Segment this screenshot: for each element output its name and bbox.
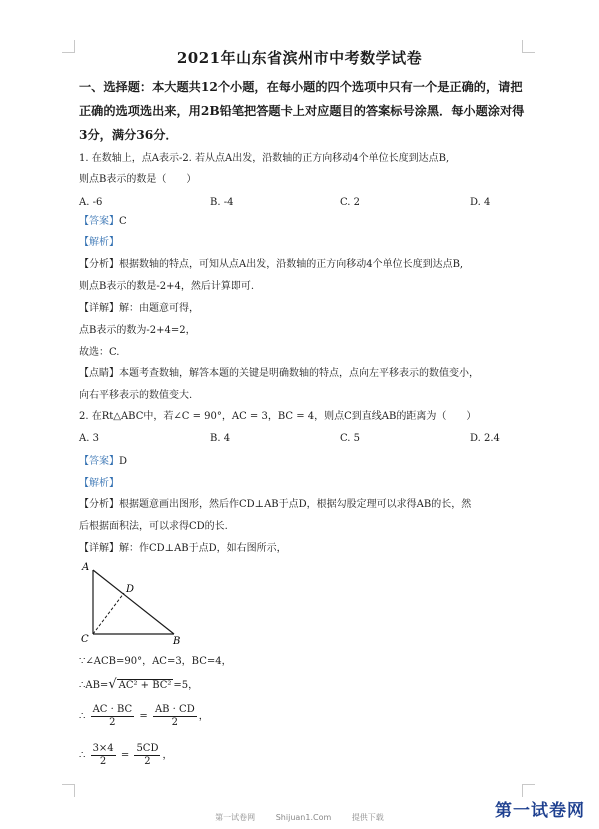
q2-answer-line	[79, 455, 127, 469]
q2-xiangjie-tag: 【详解】	[79, 543, 119, 554]
q2-fenxi-line2: 后根据面积法，可以求得CD的长.	[79, 521, 228, 532]
footer-mid: Shijuan1.Com	[275, 813, 332, 822]
q2-step3-fraction-right	[153, 704, 197, 729]
q2-fenxi-line1	[79, 498, 471, 512]
q1-answer-tag: 【答案】	[79, 216, 119, 227]
q2-step3-den-left: 2	[109, 717, 116, 728]
q1-analysis-line	[79, 236, 119, 250]
q2-step4-eq: =	[120, 750, 130, 761]
q1-stem-line1: 1. 在数轴上，点A表示-2. 若从点A出发，沿数轴的正方向移动4个单位长度到达点B,	[79, 153, 450, 164]
q2-analysis-tag: 【解析】	[79, 478, 119, 489]
q2-step4-prefix: ∴	[79, 750, 86, 761]
q1-xiangjie-line1	[79, 302, 199, 316]
q2-step3-tail: ，	[198, 711, 209, 722]
q2-option-a: A. 3	[79, 433, 99, 444]
q2-stem-line1: 2. 在Rt△ABC中，若∠C = 90°，AC = 3，BC = 4，则点C到直线AB的距离为（ ）	[79, 411, 477, 422]
footer-left: 第一试卷网	[215, 813, 256, 822]
page-title: 2021年山东省滨州市中考数学试卷	[176, 49, 423, 67]
q2-step4-tail: ，	[162, 750, 173, 761]
q1-answer-line	[79, 215, 127, 229]
q2-step3-num-left: AC · BC	[92, 704, 133, 715]
footer-right: 提供下载	[351, 813, 384, 822]
q1-option-a: A. -6	[79, 197, 103, 208]
q1-xiangjie-line2: 点B表示的数为-2+4=2，	[79, 325, 196, 336]
q1-xiangjie-tag: 【详解】	[79, 303, 119, 314]
q1-dianjing-text1: 本题考查数轴，解答本题的关键是明确数轴的特点，点向左平移表示的数值变小，	[119, 368, 479, 379]
q2-step3-prefix: ∴	[79, 711, 86, 722]
vertex-label-c: C	[81, 634, 89, 645]
q1-fenxi-line2: 则点B表示的数是-2+4，然后计算即可.	[79, 281, 255, 292]
q1-xiangjie-text1: 解：由题意可得，	[119, 303, 199, 314]
q1-stem-line2: 则点B表示的数是（ ）	[79, 174, 197, 185]
q2-step3	[79, 704, 209, 729]
crop-mark-bottom-left	[62, 784, 75, 797]
q2-step2-pre: ∴AB=	[79, 680, 109, 691]
q2-step3-den-right: 2	[171, 717, 179, 728]
q1-dianjing-line2: 向右平移表示的数值变大.	[79, 390, 193, 401]
q2-step4-den-left: 2	[99, 756, 107, 767]
vertex-label-a: A	[82, 562, 90, 573]
q2-step4-fraction-left	[91, 743, 116, 768]
q2-option-c: C. 5	[340, 433, 361, 444]
vertex-label-b: B	[173, 636, 181, 646]
triangle-figure	[76, 560, 196, 646]
q2-option-d: D. 2.4	[470, 433, 500, 444]
q2-xiangjie-line1	[79, 542, 287, 556]
q2-step3-fraction-left	[91, 704, 135, 729]
q1-xiangjie-line3: 故选：C.	[79, 347, 120, 358]
q2-step3-eq: =	[139, 711, 148, 722]
q1-answer-value: C	[119, 216, 127, 227]
q1-fenxi-tag: 【分析】	[79, 259, 119, 270]
q2-step4-num-left: 3×4	[92, 743, 114, 754]
q2-step4-den-right: 2	[144, 756, 151, 767]
q2-step2-post: =5，	[173, 680, 199, 691]
q2-step2: ∴AB=√ AC² + BC² =5，	[79, 677, 199, 692]
q1-option-b: B. -4	[210, 197, 234, 208]
brand-watermark: 第一试卷网	[495, 801, 585, 821]
point-label-d: D	[126, 584, 135, 595]
q2-step4-num-right: 5CD	[136, 743, 159, 754]
altitude-cd	[93, 593, 124, 634]
q2-fenxi-text1: 根据题意画出图形，然后作CD⊥AB于点D，根据勾股定理可以求得AB的长，然	[119, 499, 472, 510]
q2-option-b: B. 4	[210, 433, 231, 444]
q2-step2-radicand: AC² + BC²	[118, 680, 172, 691]
q2-answer-tag: 【答案】	[79, 456, 119, 467]
q2-step3-num-right: AB · CD	[154, 704, 195, 715]
q1-option-c: C. 2	[340, 197, 361, 208]
q1-fenxi-text1: 根据数轴的特点，可知从点A出发，沿数轴的正方向移动4个单位长度到达点B,	[119, 259, 464, 270]
q2-answer-value: D	[119, 456, 128, 467]
q1-dianjing-line1	[79, 367, 479, 381]
q2-step4-fraction-right	[134, 743, 160, 768]
q1-dianjing-tag: 【点睛】	[79, 368, 119, 379]
q1-fenxi-line1	[79, 258, 463, 272]
q1-analysis-tag: 【解析】	[79, 237, 119, 248]
side-ab	[93, 570, 174, 634]
q2-analysis-line	[79, 477, 119, 491]
q2-fenxi-tag: 【分析】	[79, 499, 119, 510]
q2-xiangjie-text1: 解：作CD⊥AB于点D，如右图所示，	[119, 543, 287, 554]
q1-option-d: D. 4	[470, 197, 491, 208]
q2-step1: ∵∠ACB=90°，AC=3，BC=4，	[79, 656, 232, 667]
q2-step4	[79, 743, 172, 768]
section-heading: 一、选择题：本大题共12个小题，在每小题的四个选项中只有一个是正确的，请把正确的选项选出来，用2B铅笔把答题卡上对应题目的答案标号涂黑．每小题涂对得3分，满分36分．	[79, 80, 525, 142]
